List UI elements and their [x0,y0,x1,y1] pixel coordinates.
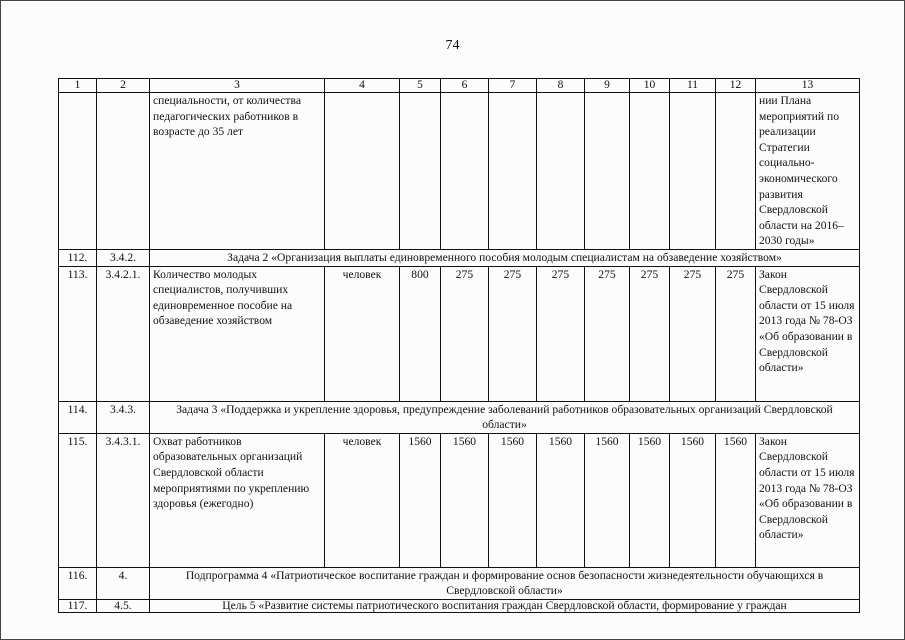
value-cell: 275 [441,266,489,401]
subprogram-title: Подпрограмма 4 «Патриотическое воспитание граждан и формирование основ безопасности жизнедеятельности обучающихся в Свердловской области» [150,567,860,599]
value-cell [630,93,670,250]
value-cell: 1560 [400,433,441,567]
num-cell [59,93,97,250]
goal-title: Цель 5 «Развитие системы патриотического воспитания граждан Свердловской области, формирование у граждан [150,599,860,612]
num-cell: 115. [59,433,97,567]
indicator-cell: Количество молодых специалистов, получивших единовременное пособие на обзаведение хозяйством [150,266,325,401]
num-cell: 117. [59,599,97,612]
header-cell: 3 [150,79,325,93]
num-cell: 113. [59,266,97,401]
code-cell: 3.4.3. [97,401,150,433]
header-cell: 12 [716,79,756,93]
value-cell: 1560 [537,433,585,567]
unit-cell: человек [325,266,400,401]
code-cell: 3.4.3.1. [97,433,150,567]
value-cell: 275 [670,266,716,401]
code-cell [97,93,150,250]
table-row-continuation [59,93,860,250]
value-cell [441,93,489,250]
value-cell: 275 [585,266,630,401]
header-cell: 6 [441,79,489,93]
value-cell: 1560 [585,433,630,567]
header-cell: 9 [585,79,630,93]
value-cell [585,93,630,250]
value-cell [400,93,441,250]
indicator-cell: специальности, от количества педагогических работников в возрасте до 35 лет [150,93,325,250]
header-cell: 2 [97,79,150,93]
value-cell: 1560 [716,433,756,567]
value-cell: 275 [537,266,585,401]
value-cell: 800 [400,266,441,401]
value-cell [670,93,716,250]
header-cell: 5 [400,79,441,93]
unit-cell: человек [325,433,400,567]
header-cell: 11 [670,79,716,93]
value-cell: 275 [716,266,756,401]
header-cell: 8 [537,79,585,93]
value-cell [537,93,585,250]
table-row-116 [59,567,860,599]
source-cell: нии Плана мероприятий по реализации Стратегии социально-экономического развития Свердловской области на 2016–2030 годы» [756,93,860,250]
value-cell: 275 [489,266,537,401]
header-cell: 13 [756,79,860,93]
value-cell: 1560 [630,433,670,567]
num-cell: 112. [59,249,97,266]
unit-cell [325,93,400,250]
table-row-117 [59,599,860,612]
header-row [59,79,860,93]
page-number: 74 [445,38,460,53]
num-cell: 116. [59,567,97,599]
indicator-cell: Охват работников образовательных организаций Свердловской области мероприятиями по укреплению здоровья (ежегодно) [150,433,325,567]
table-row-115 [59,433,860,567]
code-cell: 3.4.2.1. [97,266,150,401]
code-cell: 4.5. [97,599,150,612]
header-cell: 7 [489,79,537,93]
table-row-113 [59,266,860,401]
task-title: Задача 2 «Организация выплаты единовременного пособия молодым специалистам на обзаведение хозяйством» [150,249,860,266]
value-cell: 1560 [441,433,489,567]
value-cell: 1560 [489,433,537,567]
table-row-112 [59,249,860,266]
header-cell: 10 [630,79,670,93]
num-cell: 114. [59,401,97,433]
source-cell: Закон Свердловской области от 15 июля 2013 года № 78-ОЗ «Об образовании в Свердловской области» [756,266,860,401]
code-cell: 4. [97,567,150,599]
indicators-table [58,78,860,613]
value-cell: 1560 [670,433,716,567]
value-cell: 275 [630,266,670,401]
header-cell: 1 [59,79,97,93]
task-title: Задача 3 «Поддержка и укрепление здоровья, предупреждение заболеваний работников образовательных организаций Свердловской области» [150,401,860,433]
table-row-114 [59,401,860,433]
header-cell: 4 [325,79,400,93]
value-cell [489,93,537,250]
source-cell: Закон Свердловской области от 15 июля 2013 года № 78-ОЗ «Об образовании в Свердловской области» [756,433,860,567]
code-cell: 3.4.2. [97,249,150,266]
value-cell [716,93,756,250]
